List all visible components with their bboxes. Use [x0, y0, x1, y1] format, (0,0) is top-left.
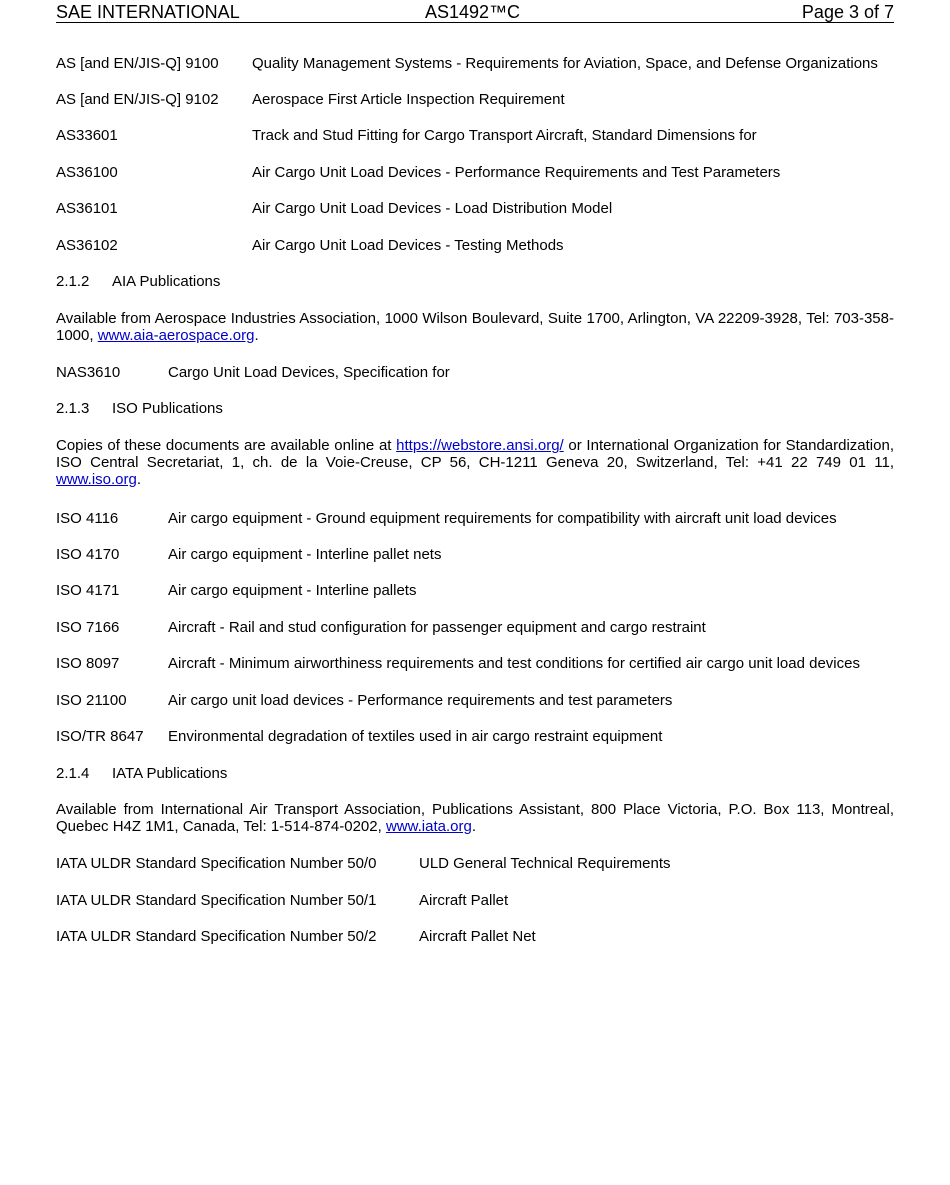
reference-code: AS36100 — [56, 164, 118, 181]
reference-code: AS36101 — [56, 200, 118, 217]
section-heading-iso — [56, 400, 223, 417]
ansi-webstore-link[interactable]: https://webstore.ansi.org/ — [396, 437, 564, 454]
iso-availability-text-2: or International Organization for Standardization, ISO Central Secretariat, 1, ch. de la Voie-Creuse, CP 56, CH-1211 Geneva 20, Switzerland, Tel: +41 22 749 01 11, — [56, 437, 894, 471]
reference-code: ISO/TR 8647 — [56, 728, 144, 745]
section-number: 2.1.3 — [56, 400, 90, 417]
reference-title: Air Cargo Unit Load Devices - Load Distribution Model — [252, 200, 613, 217]
reference-code: AS33601 — [56, 127, 118, 144]
section-number: 2.1.4 — [56, 765, 90, 782]
iata-availability-paragraph — [56, 801, 894, 835]
reference-code: ISO 8097 — [56, 655, 120, 672]
reference-title: Cargo Unit Load Devices, Specification for — [168, 364, 450, 381]
reference-code: NAS3610 — [56, 364, 121, 381]
reference-code: IATA ULDR Standard Specification Number 50/1 — [56, 892, 377, 909]
header-page-number: Page 3 of 7 — [801, 2, 894, 22]
reference-code: IATA ULDR Standard Specification Number 50/2 — [56, 928, 377, 945]
reference-title: Aircraft Pallet — [419, 892, 509, 909]
page-header — [56, 2, 894, 23]
reference-title: Air cargo equipment - Ground equipment requirements for compatibility with aircraft unit load devices — [168, 510, 837, 527]
header-doc-number: AS1492™C — [425, 2, 521, 22]
iso-availability-paragraph — [56, 437, 894, 488]
iso-availability-text-1: Copies of these documents are available online at — [56, 437, 397, 454]
reference-title: Aircraft - Minimum airworthiness requirements and test conditions for certified air cargo unit load devices — [168, 655, 860, 672]
aia-period: . — [254, 327, 259, 344]
reference-title: Aerospace First Article Inspection Requirement — [252, 91, 565, 108]
iso-website-link[interactable]: www.iso.org — [56, 471, 137, 488]
section-number: 2.1.2 — [56, 273, 90, 290]
aia-website-link[interactable]: www.aia-aerospace.org — [97, 327, 255, 344]
reference-title: Air Cargo Unit Load Devices - Performance Requirements and Test Parameters — [252, 164, 781, 181]
reference-code: AS36102 — [56, 237, 118, 254]
iata-availability-text: Available from International Air Transport Association, Publications Assistant, 800 Place Victoria, P.O. Box 113, Montreal, Quebec H4Z 1M1, Canada, Tel: 1-514-874-0202, — [56, 801, 894, 835]
aia-availability-paragraph — [56, 310, 894, 344]
reference-title: Air cargo unit load devices - Performance requirements and test parameters — [168, 692, 673, 709]
section-title: IATA Publications — [112, 765, 228, 782]
reference-title: ULD General Technical Requirements — [419, 855, 671, 872]
reference-code: ISO 21100 — [56, 692, 127, 709]
reference-title: Quality Management Systems - Requirements for Aviation, Space, and Defense Organizations — [252, 55, 878, 72]
reference-code: AS [and EN/JIS-Q] 9102 — [56, 91, 219, 108]
reference-title: Air Cargo Unit Load Devices - Testing Methods — [252, 237, 564, 254]
reference-code: IATA ULDR Standard Specification Number 50/0 — [56, 855, 377, 872]
header-org: SAE INTERNATIONAL — [56, 2, 240, 22]
iata-website-link[interactable]: www.iata.org — [385, 818, 472, 835]
reference-title: Environmental degradation of textiles used in air cargo restraint equipment — [168, 728, 663, 745]
reference-code: ISO 4171 — [56, 582, 120, 599]
section-heading-aia — [56, 273, 220, 290]
iata-period: . — [471, 818, 476, 835]
section-title: ISO Publications — [112, 400, 223, 417]
reference-title: Aircraft - Rail and stud configuration for passenger equipment and cargo restraint — [168, 619, 706, 636]
reference-code: AS [and EN/JIS-Q] 9100 — [56, 55, 219, 72]
aia-availability-text: Available from Aerospace Industries Association, 1000 Wilson Boulevard, Suite 1700, Arlington, VA 22209-3928, Tel: 703-358-1000, — [56, 310, 894, 344]
reference-title: Aircraft Pallet Net — [419, 928, 536, 945]
reference-code: ISO 4170 — [56, 546, 120, 563]
reference-title: Air cargo equipment - Interline pallet nets — [168, 546, 442, 563]
iso-period: . — [136, 471, 142, 488]
reference-code: ISO 7166 — [56, 619, 120, 636]
reference-code: ISO 4116 — [56, 510, 119, 527]
reference-title: Track and Stud Fitting for Cargo Transport Aircraft, Standard Dimensions for — [252, 127, 757, 144]
section-title: AIA Publications — [112, 273, 221, 290]
reference-title: Air cargo equipment - Interline pallets — [168, 582, 417, 599]
section-heading-iata — [56, 765, 227, 782]
